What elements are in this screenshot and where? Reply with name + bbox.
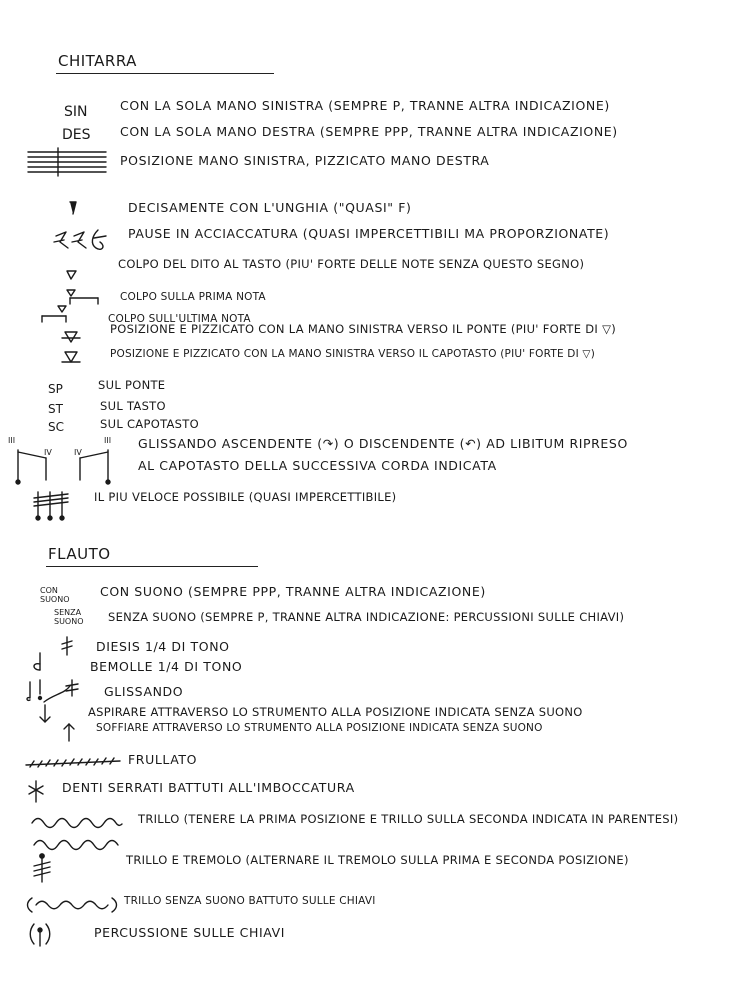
legend-text: DENTI SERRATI BATTUTI ALL'IMBOCCATURA <box>62 780 355 795</box>
quarter-sharp-icon <box>60 636 74 656</box>
trill-icon <box>30 816 124 830</box>
symbol-sc: SC <box>48 420 64 434</box>
legend-text: BEMOLLE 1/4 DI TONO <box>90 659 243 674</box>
legend-text: FRULLATO <box>128 752 198 767</box>
arrow-down-icon <box>38 704 52 724</box>
legend-text: SUL CAPOTASTO <box>100 417 199 431</box>
legend-text: TRILLO E TREMOLO (ALTERNARE IL TREMOLO SULLA PRIMA E SECONDA POSIZIONE) <box>126 853 629 867</box>
flutter-icon <box>24 756 124 768</box>
legend-text: ASPIRARE ATTRAVERSO LO STRUMENTO ALLA POSIZIONE INDICATA SENZA SUONO <box>88 705 583 719</box>
triangle-icon <box>66 270 78 280</box>
last-note-icon <box>40 304 70 324</box>
symbol-sp: SP <box>48 382 63 396</box>
legend-text: GLISSANDO <box>104 684 184 699</box>
legend-text: PAUSE IN ACCIACCATURA (QUASI IMPERCETTIBILI MA PROPORZIONATE) <box>128 226 610 241</box>
legend-text: SUL TASTO <box>100 399 166 413</box>
legend-text: POSIZIONE E PIZZICATO CON LA MANO SINISTRA VERSO IL CAPOTASTO (PIU' FORTE DI ▽) <box>110 348 596 360</box>
first-note-icon <box>64 288 104 306</box>
legend-text: CON LA SOLA MANO SINISTRA (SEMPRE P, TRANNE ALTRA INDICAZIONE) <box>120 98 610 113</box>
fast-notes-icon <box>30 488 76 522</box>
symbol-sin: SIN <box>64 104 88 120</box>
legend-text: CON LA SOLA MANO DESTRA (SEMPRE PPP, TRANNE ALTRA INDICAZIONE) <box>120 124 618 139</box>
legend-text: COLPO SULL'ULTIMA NOTA <box>108 313 251 325</box>
legend-text: IL PIU VELOCE POSSIBILE (QUASI IMPERCETTIBILE) <box>94 490 397 504</box>
legend-text: PERCUSSIONE SULLE CHIAVI <box>94 925 286 940</box>
legend-text: AL CAPOTASTO DELLA SUCCESSIVA CORDA INDICATA <box>138 458 497 473</box>
section-underline <box>56 73 274 74</box>
glissando-icon <box>10 444 120 486</box>
symbol-des: DES <box>62 127 91 143</box>
legend-text: POSIZIONE MANO SINISTRA, PIZZICATO MANO DESTRA <box>120 153 490 168</box>
roman-numeral: III <box>104 436 112 445</box>
legend-text: SUL PONTE <box>98 378 166 392</box>
roman-numeral: IV <box>74 448 82 457</box>
legend-text: COLPO DEL DITO AL TASTO (PIU' FORTE DELLE NOTE SENZA QUESTO SEGNO) <box>118 257 585 271</box>
arrow-up-icon <box>62 722 76 742</box>
legend-text: SENZA SUONO (SEMPRE P, TRANNE ALTRA INDICAZIONE: PERCUSSIONI SULLE CHIAVI) <box>108 610 625 624</box>
nail-stroke-icon <box>68 200 78 216</box>
symbol-con-suono: CON SUONO <box>40 586 70 604</box>
roman-numeral: III <box>8 436 16 445</box>
legend-text: POSIZIONE E PIZZICATO CON LA MANO SINISTRA VERSO IL PONTE (PIU' FORTE DI ▽) <box>110 322 617 336</box>
grace-rests-icon <box>54 228 116 254</box>
symbol-st: ST <box>48 402 63 416</box>
silent-trill-icon <box>24 896 120 914</box>
staff-icon <box>28 148 108 178</box>
legend-text: COLPO SULLA PRIMA NOTA <box>120 291 266 303</box>
symbol-senza-suono: SENZA SUONO <box>54 608 84 626</box>
toward-nut-icon <box>62 350 82 366</box>
key-percussion-icon <box>28 922 52 948</box>
legend-text: GLISSANDO ASCENDENTE (↷) O DISCENDENTE (↶) AD LIBITUM RIPRESO <box>138 436 628 451</box>
legend-text: TRILLO (TENERE LA PRIMA POSIZIONE E TRILLO SULLA SECONDA INDICATA IN PARENTESI) <box>138 812 679 826</box>
trill-tremolo-icon <box>30 838 124 884</box>
section-underline <box>46 566 258 567</box>
legend-text: DIESIS 1/4 DI TONO <box>96 639 230 654</box>
legend-text: SOFFIARE ATTRAVERSO LO STRUMENTO ALLA POSIZIONE INDICATA SENZA SUONO <box>96 722 543 734</box>
legend-text: DECISAMENTE CON L'UNGHIA ("QUASI" F) <box>128 200 412 215</box>
roman-numeral: IV <box>44 448 52 457</box>
legend-text: CON SUONO (SEMPRE PPP, TRANNE ALTRA INDICAZIONE) <box>100 584 486 599</box>
glissando-flute-icon <box>26 676 86 706</box>
teeth-icon <box>26 780 46 804</box>
quarter-flat-icon <box>30 652 44 672</box>
legend-text: TRILLO SENZA SUONO BATTUTO SULLE CHIAVI <box>124 895 376 907</box>
section-title-chitarra: CHITARRA <box>58 52 137 70</box>
section-title-flauto: FLAUTO <box>48 545 111 563</box>
toward-bridge-icon <box>62 330 82 346</box>
